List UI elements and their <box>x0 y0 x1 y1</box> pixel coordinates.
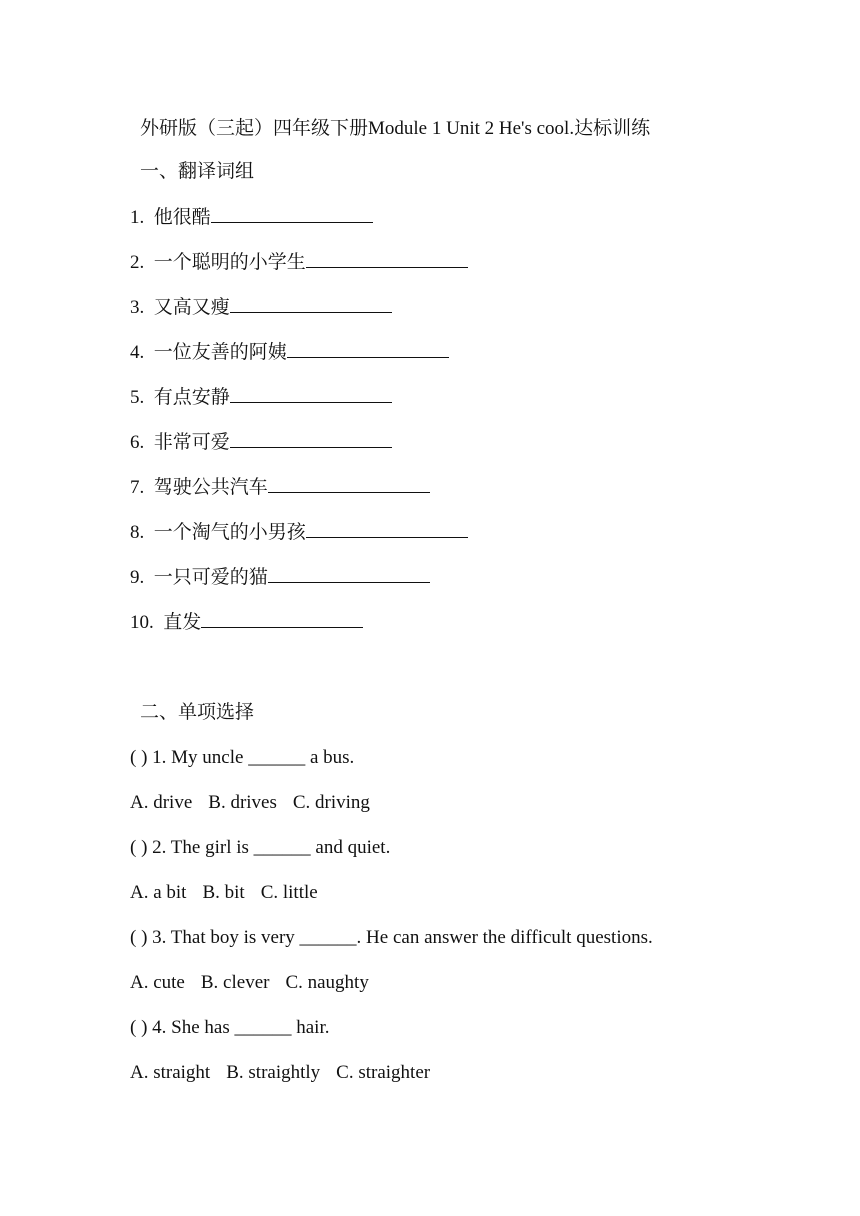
question-2-options <box>130 880 318 906</box>
answer-blank <box>306 249 468 268</box>
translate-item-text: 一个淘气的小男孩 <box>153 522 306 543</box>
translate-item-1: 1. 他很酷 <box>130 204 373 231</box>
translate-item-text: 驾驶公共汽车 <box>153 477 268 498</box>
answer-blank <box>230 384 392 403</box>
option-a: A. drive <box>130 792 193 813</box>
question-1-prompt: ( ) 1. My uncle ______ a bus. <box>130 747 355 768</box>
translate-item-6: 6. 非常可爱 <box>130 429 392 456</box>
option-c: C. driving <box>292 792 370 813</box>
translate-item-2: 2. 一个聪明的小学生 <box>130 249 468 276</box>
translate-item-10: 10. 直发 <box>130 609 363 636</box>
answer-blank <box>230 294 392 313</box>
translate-item-5: 5. 有点安静 <box>130 384 392 411</box>
translate-item-4: 4. 一位友善的阿姨 <box>130 339 449 366</box>
question-4-options <box>130 1060 430 1086</box>
translate-item-text: 非常可爱 <box>153 432 230 453</box>
answer-blank <box>230 429 392 448</box>
answer-blank <box>268 564 430 583</box>
answer-blank <box>306 519 468 538</box>
answer-blank <box>211 204 373 223</box>
option-a: A. straight <box>130 1062 211 1083</box>
translate-item-text: 他很酷 <box>153 207 211 228</box>
question-3-prompt: ( ) 3. That boy is very ______. He can answer the difficult questions. <box>130 927 653 948</box>
question-1-options <box>130 790 370 816</box>
translate-item-7: 7. 驾驶公共汽车 <box>130 474 430 501</box>
option-c: C. little <box>260 882 318 903</box>
answer-blank <box>287 339 449 358</box>
translate-item-text: 有点安静 <box>153 387 230 408</box>
translate-item-9: 9. 一只可爱的猫 <box>130 564 430 591</box>
translate-item-text: 一只可爱的猫 <box>153 567 268 588</box>
option-c: C. naughty <box>285 972 369 993</box>
section2-heading: 二、单项选择 <box>140 702 255 723</box>
option-b: B. bit <box>202 882 245 903</box>
translate-item-text: 一位友善的阿姨 <box>153 342 287 363</box>
option-a: A. cute <box>130 972 185 993</box>
translate-item-3: 3. 又高又瘦 <box>130 294 392 321</box>
question-2-prompt: ( ) 2. The girl is ______ and quiet. <box>130 837 391 858</box>
question-3-options <box>130 970 369 996</box>
translate-item-text: 又高又瘦 <box>153 297 230 318</box>
section1-heading: 一、翻译词组 <box>140 161 255 182</box>
document-title: 外研版（三起）四年级下册Module 1 Unit 2 He's cool.达标训练 <box>140 118 651 139</box>
option-b: B. drives <box>208 792 277 813</box>
option-b: B. straightly <box>226 1062 321 1083</box>
option-b: B. clever <box>200 972 270 993</box>
answer-blank <box>201 609 363 628</box>
question-4-prompt: ( ) 4. She has ______ hair. <box>130 1017 330 1038</box>
option-c: C. straighter <box>336 1062 431 1083</box>
translate-item-8: 8. 一个淘气的小男孩 <box>130 519 468 546</box>
option-a: A. a bit <box>130 882 187 903</box>
translate-item-text: 直发 <box>163 612 202 633</box>
translate-item-text: 一个聪明的小学生 <box>153 252 306 273</box>
answer-blank <box>268 474 430 493</box>
